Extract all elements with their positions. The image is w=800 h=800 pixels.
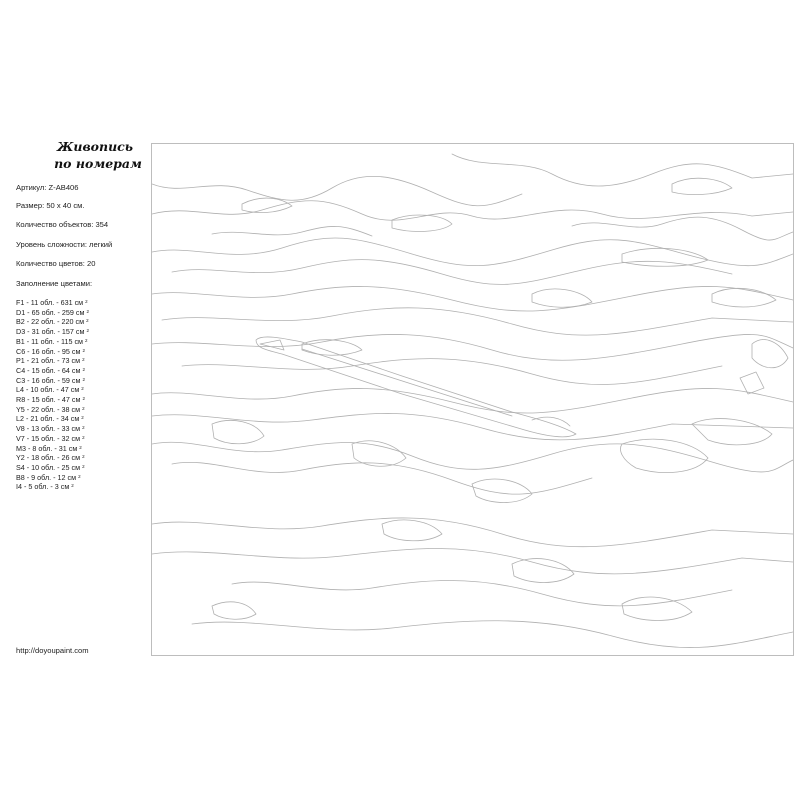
square-superscript: 2 — [82, 347, 85, 353]
square-superscript: 2 — [86, 328, 89, 334]
square-superscript: 2 — [78, 473, 81, 479]
color-fill-text: B2 - 22 обл. - 220 см — [16, 317, 85, 327]
color-fill-text: D3 - 31 обл. - 157 см — [16, 327, 85, 337]
color-fill-text: C6 - 16 обл. - 95 см — [16, 346, 81, 356]
color-fill-item — [16, 376, 89, 386]
color-fill-text: V7 - 15 обл. - 32 см — [16, 433, 81, 443]
color-fill-text: V8 - 13 обл. - 33 см — [16, 424, 81, 434]
color-fill-title: Заполнение цветами: — [16, 279, 93, 288]
color-fill-text: D1 - 65 обл. - 259 см — [16, 307, 85, 317]
color-fill-item — [16, 414, 89, 424]
color-fill-text: I4 - 5 обл. - 3 см — [16, 482, 70, 492]
color-fill-item — [16, 327, 89, 337]
square-superscript: 2 — [82, 366, 85, 372]
color-fill-item — [16, 463, 89, 473]
color-fill-item — [16, 308, 89, 318]
square-superscript: 2 — [79, 444, 82, 450]
color-fill-text: R8 - 15 обл. - 47 см — [16, 395, 81, 405]
objects-count: Количество объектов: 354 — [16, 220, 109, 229]
color-fill-text: Y5 - 22 обл. - 38 см — [16, 404, 81, 414]
square-superscript: 2 — [82, 454, 85, 460]
color-fill-item — [16, 434, 89, 444]
canvas-size: Размер: 50 x 40 см. — [16, 201, 85, 210]
color-fill-text: C4 - 15 обл. - 64 см — [16, 365, 81, 375]
color-fill-text: C3 - 16 обл. - 59 см — [16, 375, 81, 385]
color-fill-text: S4 - 10 обл. - 25 см — [16, 462, 81, 472]
color-fill-item — [16, 395, 89, 405]
color-fill-text: Y2 - 18 обл. - 26 см — [16, 453, 81, 463]
color-fill-text: P1 - 21 обл. - 73 см — [16, 356, 81, 366]
square-superscript: 2 — [82, 396, 85, 402]
website-link[interactable]: http://doyoupaint.com — [16, 646, 89, 655]
square-superscript: 2 — [82, 405, 85, 411]
color-fill-item — [16, 444, 89, 454]
square-superscript: 2 — [86, 318, 89, 324]
color-fill-item — [16, 356, 89, 366]
color-fill-text: L4 - 10 обл. - 47 см — [16, 385, 80, 395]
color-fill-item — [16, 453, 89, 463]
brand-line-1: Живопись — [56, 139, 134, 154]
square-superscript: 2 — [82, 425, 85, 431]
color-fill-item — [16, 405, 89, 415]
square-superscript: 2 — [82, 376, 85, 382]
color-fill-text: L2 - 21 обл. - 34 см — [16, 414, 80, 424]
color-fill-item — [16, 424, 89, 434]
outline-drawing — [152, 144, 793, 655]
color-fill-item — [16, 482, 89, 492]
difficulty-level: Уровень сложности: легкий — [16, 240, 113, 249]
square-superscript: 2 — [86, 308, 89, 314]
color-fill-item — [16, 337, 89, 347]
brand-line-2: по номерам — [54, 156, 142, 171]
square-superscript: 2 — [85, 337, 88, 343]
square-superscript: 2 — [85, 299, 88, 304]
colors-count: Количество цветов: 20 — [16, 259, 96, 268]
color-fill-text: F1 - 11 обл. - 631 см — [16, 298, 84, 307]
color-fill-item — [16, 366, 89, 376]
color-fill-text: M3 - 8 обл. - 31 см — [16, 443, 78, 453]
square-superscript: 2 — [81, 386, 84, 392]
color-fill-text: B1 - 11 обл. - 115 см — [16, 336, 83, 346]
color-fill-item — [16, 347, 89, 357]
color-fill-list — [16, 298, 89, 492]
paint-by-number-canvas — [151, 143, 794, 656]
square-superscript: 2 — [81, 415, 84, 421]
color-fill-item — [16, 473, 89, 483]
brand-logo — [40, 138, 150, 172]
square-superscript: 2 — [82, 357, 85, 363]
color-fill-text: B8 - 9 обл. - 12 см — [16, 472, 77, 482]
article-number: Артикул: Z-AB406 — [16, 183, 79, 192]
square-superscript: 2 — [82, 463, 85, 469]
square-superscript: 2 — [82, 434, 85, 440]
color-fill-item — [16, 385, 89, 395]
color-fill-item — [16, 317, 89, 327]
square-superscript: 2 — [71, 483, 74, 489]
color-fill-item — [16, 298, 89, 308]
